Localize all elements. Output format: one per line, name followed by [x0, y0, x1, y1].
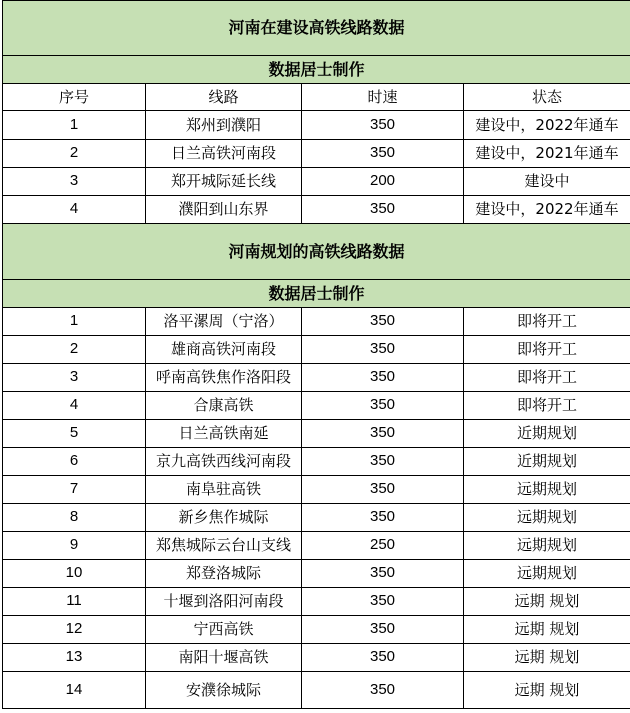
cell-line: 洛平漯周（宁洛）	[146, 308, 302, 336]
table-row	[3, 392, 630, 420]
table-row	[3, 308, 630, 336]
table-row	[3, 476, 630, 504]
section-credit-building: 数据居士制作	[3, 56, 630, 84]
header-speed: 时速	[302, 84, 464, 111]
cell-status: 建设中，2022年通车	[464, 196, 630, 224]
cell-no: 5	[3, 420, 146, 448]
cell-line: 郑开城际延长线	[146, 168, 302, 196]
table-row	[3, 111, 630, 140]
cell-line: 日兰高铁南延	[146, 420, 302, 448]
cell-no: 11	[3, 588, 146, 616]
cell-speed: 350	[302, 588, 464, 616]
cell-no: 12	[3, 616, 146, 644]
section-title-building: 河南在建设高铁线路数据	[3, 1, 630, 56]
cell-speed: 350	[302, 111, 464, 140]
cell-status: 即将开工	[464, 364, 630, 392]
cell-status: 远期 规划	[464, 616, 630, 644]
table-row	[3, 336, 630, 364]
cell-line: 南阜驻高铁	[146, 476, 302, 504]
rail-data-sheet	[2, 0, 630, 709]
table-row	[3, 532, 630, 560]
table-row	[3, 196, 630, 224]
cell-status: 远期规划	[464, 560, 630, 588]
cell-speed: 350	[302, 392, 464, 420]
cell-status: 即将开工	[464, 392, 630, 420]
cell-no: 13	[3, 644, 146, 672]
cell-line: 安濮徐城际	[146, 672, 302, 709]
cell-speed: 350	[302, 476, 464, 504]
cell-status: 远期规划	[464, 476, 630, 504]
cell-status: 远期 规划	[464, 644, 630, 672]
cell-status: 即将开工	[464, 336, 630, 364]
table-row	[3, 560, 630, 588]
cell-status: 远期规划	[464, 532, 630, 560]
cell-speed: 350	[302, 196, 464, 224]
cell-speed: 200	[302, 168, 464, 196]
cell-line: 郑登洛城际	[146, 560, 302, 588]
cell-no: 8	[3, 504, 146, 532]
cell-no: 6	[3, 448, 146, 476]
cell-line: 新乡焦作城际	[146, 504, 302, 532]
cell-status: 建设中	[464, 168, 630, 196]
table-row	[3, 504, 630, 532]
table-row	[3, 588, 630, 616]
cell-status: 建设中，2022年通车	[464, 111, 630, 140]
table-row	[3, 140, 630, 168]
section-credit-planned: 数据居士制作	[3, 280, 630, 308]
cell-speed: 350	[302, 560, 464, 588]
cell-speed: 350	[302, 644, 464, 672]
cell-line: 郑焦城际云台山支线	[146, 532, 302, 560]
cell-speed: 350	[302, 504, 464, 532]
cell-line: 十堰到洛阳河南段	[146, 588, 302, 616]
cell-status: 远期 规划	[464, 672, 630, 709]
cell-speed: 350	[302, 616, 464, 644]
cell-line: 呼南高铁焦作洛阳段	[146, 364, 302, 392]
cell-no: 1	[3, 111, 146, 140]
section-title-planned: 河南规划的高铁线路数据	[3, 224, 630, 280]
cell-no: 4	[3, 196, 146, 224]
table-row	[3, 616, 630, 644]
cell-speed: 350	[302, 672, 464, 709]
table-row	[3, 168, 630, 196]
cell-no: 7	[3, 476, 146, 504]
cell-speed: 250	[302, 532, 464, 560]
cell-no: 2	[3, 336, 146, 364]
cell-line: 宁西高铁	[146, 616, 302, 644]
cell-no: 1	[3, 308, 146, 336]
table-row	[3, 364, 630, 392]
cell-status: 远期规划	[464, 504, 630, 532]
cell-no: 14	[3, 672, 146, 709]
cell-status: 远期 规划	[464, 588, 630, 616]
cell-speed: 350	[302, 336, 464, 364]
cell-line: 南阳十堰高铁	[146, 644, 302, 672]
header-line: 线路	[146, 84, 302, 111]
cell-speed: 350	[302, 364, 464, 392]
cell-status: 近期规划	[464, 420, 630, 448]
cell-line: 濮阳到山东界	[146, 196, 302, 224]
cell-no: 3	[3, 364, 146, 392]
table-row	[3, 448, 630, 476]
cell-speed: 350	[302, 140, 464, 168]
cell-no: 10	[3, 560, 146, 588]
header-no: 序号	[3, 84, 146, 111]
cell-speed: 350	[302, 308, 464, 336]
cell-line: 雄商高铁河南段	[146, 336, 302, 364]
table-row	[3, 672, 630, 709]
cell-line: 日兰高铁河南段	[146, 140, 302, 168]
cell-status: 建设中，2021年通车	[464, 140, 630, 168]
table-row	[3, 644, 630, 672]
cell-no: 4	[3, 392, 146, 420]
cell-no: 3	[3, 168, 146, 196]
cell-speed: 350	[302, 420, 464, 448]
cell-line: 合康高铁	[146, 392, 302, 420]
cell-no: 2	[3, 140, 146, 168]
cell-line: 郑州到濮阳	[146, 111, 302, 140]
cell-speed: 350	[302, 448, 464, 476]
cell-status: 近期规划	[464, 448, 630, 476]
header-status: 状态	[464, 84, 630, 111]
cell-status: 即将开工	[464, 308, 630, 336]
table-row	[3, 420, 630, 448]
cell-line: 京九高铁西线河南段	[146, 448, 302, 476]
cell-no: 9	[3, 532, 146, 560]
